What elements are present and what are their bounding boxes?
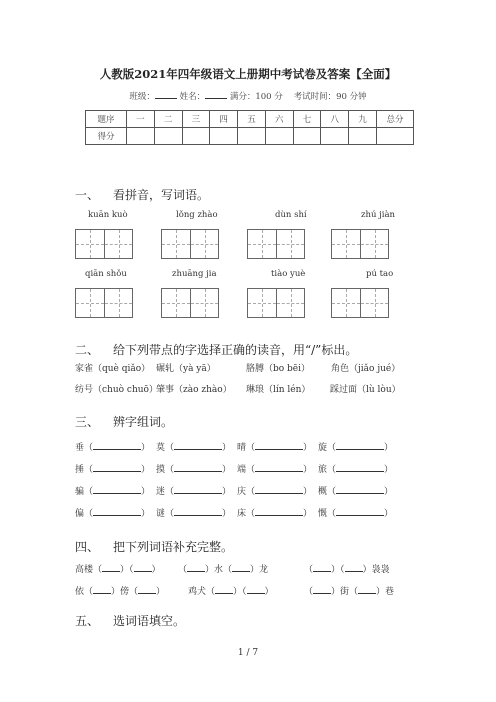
char-row: 旅（ ） bbox=[318, 462, 393, 475]
score-cell[interactable] bbox=[321, 128, 349, 145]
exam-info bbox=[0, 90, 496, 102]
answer-blank[interactable] bbox=[174, 462, 222, 472]
idiom-item: （ ）水（ ）龙 bbox=[178, 562, 268, 575]
section-4-heading bbox=[75, 538, 233, 555]
char-row: 旋（ ） bbox=[318, 440, 393, 453]
writing-grid[interactable] bbox=[75, 288, 133, 318]
pinyin-label: lǒng zhào bbox=[176, 210, 218, 220]
name-label: 姓名： bbox=[179, 92, 206, 102]
char: 谜 bbox=[156, 509, 166, 519]
char: 晴 bbox=[237, 443, 247, 453]
score-header-cell: 三 bbox=[182, 111, 210, 128]
section-number: 三、 bbox=[75, 415, 100, 429]
char-row: 端（ ） bbox=[237, 462, 312, 475]
idiom-item: （ ）街（ ）巷 bbox=[304, 584, 394, 597]
char-row: 骗（ ） bbox=[75, 484, 150, 497]
score-header-cell: 四 bbox=[210, 111, 238, 128]
score-header-cell: 九 bbox=[349, 111, 377, 128]
score-cell[interactable] bbox=[182, 128, 210, 145]
reading-item: 肇事（zào zhào） bbox=[156, 385, 232, 395]
char: 庆 bbox=[237, 487, 247, 497]
answer-blank[interactable] bbox=[255, 484, 303, 494]
pinyin-label: zhuāng jia bbox=[172, 269, 217, 279]
score-cell[interactable] bbox=[210, 128, 238, 145]
reading-item: 胳膊（bo bēi） bbox=[246, 364, 311, 374]
section-5-heading bbox=[75, 612, 185, 629]
score-header-cell: 七 bbox=[293, 111, 321, 128]
section-2-heading bbox=[75, 341, 357, 358]
class-blank bbox=[155, 90, 177, 99]
char-row: 谜（ ） bbox=[156, 506, 231, 519]
idiom-item: （ ）（ ）袅袅 bbox=[304, 562, 390, 575]
writing-grid[interactable] bbox=[247, 229, 305, 259]
pinyin-label: zhú jiàn bbox=[361, 210, 396, 220]
answer-blank[interactable] bbox=[93, 584, 111, 594]
exam-time: 考试时间：90 分钟 bbox=[293, 92, 367, 102]
score-table bbox=[85, 110, 414, 145]
answer-blank[interactable] bbox=[247, 584, 265, 594]
answer-blank[interactable] bbox=[255, 440, 303, 450]
char-row: 捶（ ） bbox=[75, 462, 150, 475]
answer-blank[interactable] bbox=[93, 440, 141, 450]
score-cell[interactable] bbox=[127, 128, 155, 145]
pinyin-label: qiān shǒu bbox=[85, 269, 127, 279]
char: 摸 bbox=[156, 465, 166, 475]
pinyin-label: kuān kuò bbox=[88, 210, 128, 220]
char-row: 垂（ ） bbox=[75, 440, 150, 453]
writing-grid[interactable] bbox=[331, 229, 389, 259]
answer-blank[interactable] bbox=[174, 440, 222, 450]
answer-blank[interactable] bbox=[358, 584, 376, 594]
score-cell[interactable] bbox=[238, 128, 266, 145]
section-title: 给下列带点的字选择正确的读音，用“/”标出。 bbox=[113, 343, 358, 357]
answer-blank[interactable] bbox=[102, 562, 120, 572]
char-row: 床（ ） bbox=[237, 506, 312, 519]
page-title: 人教版2021年四年级语文上册期中考试卷及答案【全面】 bbox=[99, 67, 397, 81]
answer-blank[interactable] bbox=[336, 462, 384, 472]
section-title: 看拼音，写词语。 bbox=[113, 188, 210, 202]
char: 慨 bbox=[318, 509, 328, 519]
char: 概 bbox=[318, 487, 328, 497]
char: 迷 bbox=[156, 487, 166, 497]
answer-blank[interactable] bbox=[336, 440, 384, 450]
char: 莫 bbox=[156, 443, 166, 453]
score-header-cell: 题序 bbox=[86, 111, 127, 128]
section-1-heading bbox=[75, 186, 209, 203]
answer-blank[interactable] bbox=[336, 506, 384, 516]
score-header-cell: 一 bbox=[127, 111, 155, 128]
score-table-row bbox=[86, 128, 414, 145]
answer-blank[interactable] bbox=[313, 562, 331, 572]
section-3-heading bbox=[75, 413, 173, 430]
answer-blank[interactable] bbox=[93, 484, 141, 494]
char-row: 慨（ ） bbox=[318, 506, 393, 519]
reading-item: 踩过面（lù lòu） bbox=[330, 385, 401, 395]
pinyin-label: dùn shí bbox=[275, 210, 307, 220]
char-row: 莫（ ） bbox=[156, 440, 231, 453]
reading-item: 琳琅（lín lén） bbox=[246, 385, 311, 395]
char: 骗 bbox=[75, 487, 85, 497]
char: 偏 bbox=[75, 509, 85, 519]
score-cell[interactable] bbox=[293, 128, 321, 145]
answer-blank[interactable] bbox=[93, 506, 141, 516]
writing-grid[interactable] bbox=[247, 288, 305, 318]
class-label: 班级： bbox=[129, 92, 155, 102]
answer-blank[interactable] bbox=[345, 562, 363, 572]
char-row: 迷（ ） bbox=[156, 484, 231, 497]
score-cell[interactable] bbox=[377, 128, 414, 145]
idiom-item: 依（ ）傍（ ） bbox=[75, 584, 165, 597]
writing-grid[interactable] bbox=[161, 288, 219, 318]
page-number: 1 / 7 bbox=[237, 648, 259, 658]
answer-blank[interactable] bbox=[187, 562, 205, 572]
answer-blank[interactable] bbox=[255, 506, 303, 516]
char-row: 摸（ ） bbox=[156, 462, 231, 475]
score-cell[interactable] bbox=[349, 128, 377, 145]
answer-blank[interactable] bbox=[255, 462, 303, 472]
char: 垂 bbox=[75, 443, 85, 453]
section-number: 二、 bbox=[75, 343, 100, 357]
char-row: 庆（ ） bbox=[237, 484, 312, 497]
score-table-header bbox=[86, 111, 414, 128]
section-title: 选词语填空。 bbox=[113, 614, 186, 628]
answer-blank[interactable] bbox=[174, 506, 222, 516]
char-row: 晴（ ） bbox=[237, 440, 312, 453]
reading-item: 角色（jiǎo jué） bbox=[331, 364, 401, 374]
writing-grid[interactable] bbox=[331, 288, 389, 318]
score-header-cell: 八 bbox=[321, 111, 349, 128]
idiom-item: 鸡犬（ ）（ ） bbox=[188, 584, 274, 597]
writing-grid[interactable] bbox=[75, 229, 133, 259]
answer-blank[interactable] bbox=[93, 462, 141, 472]
char: 旅 bbox=[318, 465, 328, 475]
char-row: 概（ ） bbox=[318, 484, 393, 497]
idiom-item: 高楼（ ）（ ） bbox=[75, 562, 161, 575]
answer-blank[interactable] bbox=[336, 484, 384, 494]
char: 床 bbox=[237, 509, 247, 519]
score-header-cell: 五 bbox=[238, 111, 266, 128]
reading-item: 碾轧（yà yā） bbox=[156, 364, 216, 374]
name-blank bbox=[205, 90, 227, 99]
score-header-cell: 六 bbox=[265, 111, 293, 128]
section-title: 把下列词语补充完整。 bbox=[113, 540, 234, 554]
score-cell[interactable] bbox=[265, 128, 293, 145]
full-score: 满分：100 分 bbox=[229, 92, 283, 102]
section-number: 四、 bbox=[75, 540, 100, 554]
writing-grid[interactable] bbox=[161, 229, 219, 259]
score-header-cell: 总分 bbox=[377, 111, 414, 128]
pinyin-label: tiào yuè bbox=[271, 269, 306, 279]
answer-blank[interactable] bbox=[138, 584, 156, 594]
section-number: 五、 bbox=[75, 614, 100, 628]
section-title: 辨字组词。 bbox=[113, 415, 174, 429]
answer-blank[interactable] bbox=[174, 484, 222, 494]
answer-blank[interactable] bbox=[134, 562, 152, 572]
reading-item: 家雀（què qiǎo） bbox=[75, 364, 151, 374]
pinyin-label: pú tao bbox=[366, 269, 394, 279]
char: 端 bbox=[237, 465, 247, 475]
answer-blank[interactable] bbox=[313, 584, 331, 594]
char: 旋 bbox=[318, 443, 328, 453]
score-row-label: 得分 bbox=[86, 128, 127, 145]
answer-blank[interactable] bbox=[215, 584, 233, 594]
char-row: 偏（ ） bbox=[75, 506, 150, 519]
score-cell[interactable] bbox=[154, 128, 182, 145]
score-header-cell: 二 bbox=[154, 111, 182, 128]
section-number: 一、 bbox=[75, 188, 100, 202]
answer-blank[interactable] bbox=[232, 562, 250, 572]
char: 捶 bbox=[75, 465, 85, 475]
reading-item: 纺号（chuò chuō） bbox=[75, 385, 158, 395]
